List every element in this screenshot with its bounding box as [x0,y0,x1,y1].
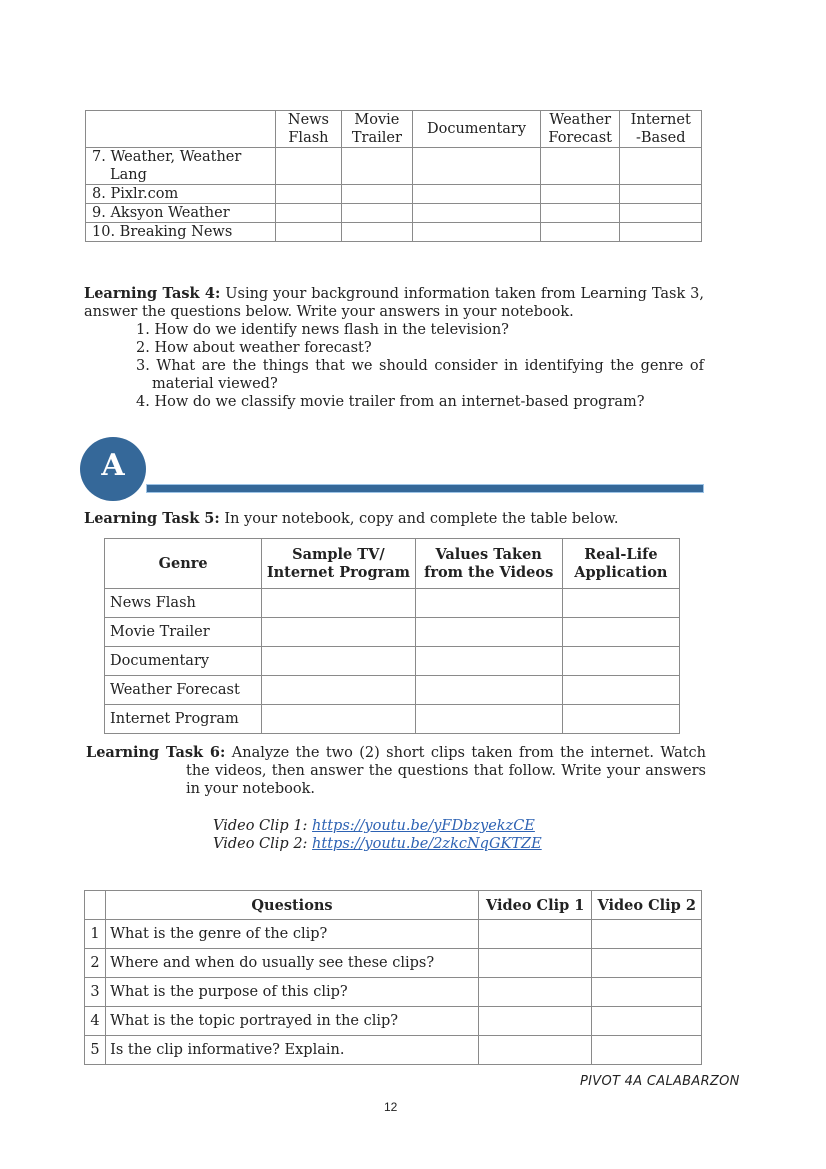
answer-cell[interactable] [262,589,415,618]
table-row [105,589,680,618]
task-4-question: 3. What are the things that we should consider in identifying the genre of material viewed? [136,358,704,392]
row-label: 9. Aksyon Weather [86,204,276,223]
answer-cell[interactable] [540,204,620,223]
answer-cell[interactable] [276,185,341,204]
table-header-movie-trailer: Movie Trailer [341,111,412,148]
answer-cell[interactable] [276,148,341,185]
answer-cell[interactable] [415,589,562,618]
table-row [86,204,702,223]
table-header-weather-forecast: Weather Forecast [540,111,620,148]
answer-cell[interactable] [341,223,412,242]
table-row [85,1036,702,1065]
table-header-genre: Genre [105,539,262,589]
genre-cell: Weather Forecast [105,676,262,705]
task-4-question: 4. How do we classify movie trailer from an internet-based program? [136,394,645,410]
table-header-number [85,891,106,920]
answer-cell[interactable] [562,676,679,705]
table-header-row [86,111,702,148]
answer-cell[interactable] [592,978,702,1007]
table-header-row [85,891,702,920]
answer-cell[interactable] [478,920,592,949]
table-header-documentary: Documentary [413,111,541,148]
answer-cell[interactable] [620,148,702,185]
answer-cell[interactable] [540,148,620,185]
table-row [85,1007,702,1036]
video-clip-2: Video Clip 2: https://youtu.be/2zkcNqGKTZE [213,836,542,852]
section-a-badge: A [80,437,146,501]
table-header-values-taken: Values Taken from the Videos [415,539,562,589]
row-label: 8. Pixlr.com [86,185,276,204]
task-4-intro [84,285,704,321]
task-5-instructions: In your notebook, copy and complete the table below. [219,511,619,527]
genre-cell: Internet Program [105,705,262,734]
task-6-label: Learning Task 6: [86,744,226,761]
row-label: 7. Weather, Weather Lang [86,148,276,185]
answer-cell[interactable] [413,204,541,223]
question-cell: Where and when do usually see these clips? [106,949,479,978]
learning-task-6 [86,744,706,798]
answer-cell[interactable] [341,204,412,223]
table-row [86,148,702,185]
table-row [85,949,702,978]
answer-cell[interactable] [478,949,592,978]
task-4-label: Learning Task 4: [84,285,221,302]
video-clip-links [213,817,542,853]
row-number: 5 [85,1036,106,1065]
table-row [86,223,702,242]
task-5-label: Learning Task 5: [84,510,220,527]
genre-cell: News Flash [105,589,262,618]
answer-cell[interactable] [415,647,562,676]
section-divider-bar [147,485,703,492]
answer-cell[interactable] [592,1007,702,1036]
table-header-news-flash: News Flash [276,111,341,148]
video-clip-1-link[interactable]: https://youtu.be/yFDbzyekzCE [312,818,535,834]
answer-cell[interactable] [562,647,679,676]
row-label: 10. Breaking News [86,223,276,242]
answer-cell[interactable] [562,705,679,734]
row-number: 1 [85,920,106,949]
answer-cell[interactable] [620,185,702,204]
table-header-internet-based: Internet -Based [620,111,702,148]
answer-cell[interactable] [262,618,415,647]
answer-cell[interactable] [341,185,412,204]
row-number: 4 [85,1007,106,1036]
answer-cell[interactable] [540,223,620,242]
question-cell: What is the topic portrayed in the clip? [106,1007,479,1036]
answer-cell[interactable] [413,148,541,185]
answer-cell[interactable] [276,223,341,242]
task-4-instructions: Using your background information taken from Learning Task 3, answer the questions below. Write your answers in your notebook. [84,286,704,320]
answer-cell[interactable] [262,647,415,676]
learning-task-5-intro [84,510,704,528]
answer-cell[interactable] [276,204,341,223]
table-header-sample-program: Sample TV/ Internet Program [262,539,415,589]
table-row [105,618,680,647]
video-clip-2-link[interactable]: https://youtu.be/2zkcNqGKTZE [312,836,542,852]
answer-cell[interactable] [413,223,541,242]
table-row [85,920,702,949]
table-header-video-clip-1: Video Clip 1 [478,891,592,920]
genre-classification-table [85,110,702,242]
video-questions-table [84,890,702,1065]
answer-cell[interactable] [592,1036,702,1065]
task-6-intro-line1: Learning Task 6: Analyze the two (2) short clips taken from the internet. Watch [86,744,706,761]
answer-cell[interactable] [540,185,620,204]
answer-cell[interactable] [341,148,412,185]
answer-cell[interactable] [592,920,702,949]
table-row [105,705,680,734]
answer-cell[interactable] [478,1036,592,1065]
genre-cell: Movie Trailer [105,618,262,647]
task-4-question: 1. How do we identify news flash in the television? [136,322,509,338]
table-header-video-clip-2: Video Clip 2 [592,891,702,920]
answer-cell[interactable] [478,978,592,1007]
answer-cell[interactable] [620,204,702,223]
learning-task-4 [84,285,704,411]
answer-cell[interactable] [620,223,702,242]
answer-cell[interactable] [562,589,679,618]
table-row [105,647,680,676]
answer-cell[interactable] [562,618,679,647]
table-row [105,676,680,705]
answer-cell[interactable] [415,705,562,734]
table-header-blank [86,111,276,148]
answer-cell[interactable] [262,676,415,705]
genre-values-table [104,538,680,734]
video-clip-1: Video Clip 1: https://youtu.be/yFDbzyekzCE [213,818,535,834]
answer-cell[interactable] [415,676,562,705]
question-cell: What is the genre of the clip? [106,920,479,949]
page-number: 12 [384,1100,398,1114]
answer-cell[interactable] [415,618,562,647]
answer-cell[interactable] [478,1007,592,1036]
answer-cell[interactable] [262,705,415,734]
table-header-questions: Questions [106,891,479,920]
row-number: 3 [85,978,106,1007]
row-number: 2 [85,949,106,978]
genre-cell: Documentary [105,647,262,676]
footer-brand: PIVOT 4A CALABARZON [580,1074,740,1089]
task-4-question-list [84,321,704,411]
question-cell: What is the purpose of this clip? [106,978,479,1007]
table-row [86,185,702,204]
question-cell: Is the clip informative? Explain. [106,1036,479,1065]
table-header-real-life-application: Real-Life Application [562,539,679,589]
answer-cell[interactable] [592,949,702,978]
answer-cell[interactable] [413,185,541,204]
table-header-row [105,539,680,589]
task-4-question: 2. How about weather forecast? [136,340,372,356]
task-6-intro-rest: the videos, then answer the questions that follow. Write your answers in your notebook. [186,763,706,797]
table-row [85,978,702,1007]
